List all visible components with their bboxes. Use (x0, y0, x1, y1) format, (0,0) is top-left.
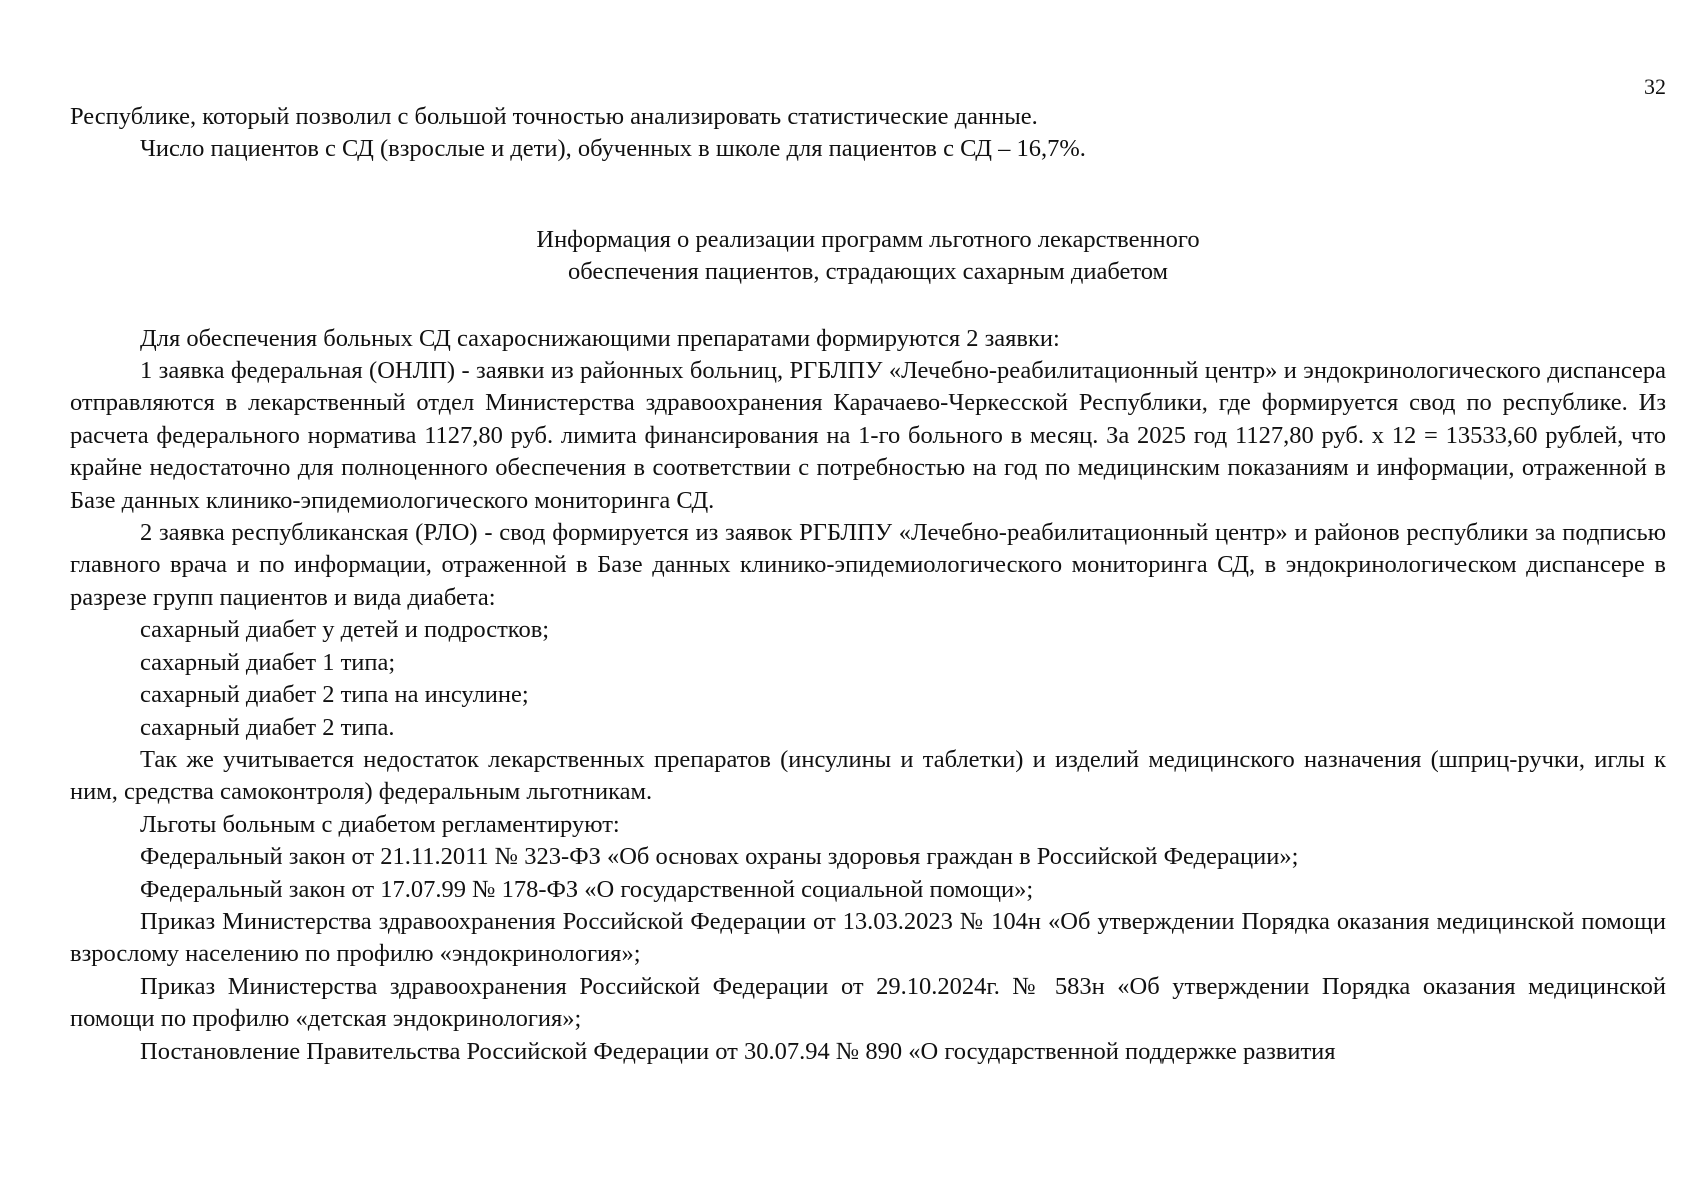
intro-line-1: Республике, который позволил с большой точностью анализировать статистические данные. (70, 103, 1038, 130)
paragraph-benefits-regulated: Льготы больным с диабетом регламентируют: (140, 810, 620, 838)
paragraph-republican-request: 2 заявка республиканская (РЛО) - свод формируется из заявок РГБЛПУ «Лечебно-реабилитационный центр» и районов республики за подписью главного врача и по информации, отраженной в Базе данных клинико-эпидемиологического мониторинга СД, в эндокринологическом диспансере в разрезе групп пациентов и вида диабета: (70, 519, 1666, 611)
page-number: 32 (1644, 74, 1666, 99)
law-323-fz: Федеральный закон от 21.11.2011 № 323-ФЗ «Об основах охраны здоровья граждан в Российской Федерации»; (140, 843, 1299, 871)
section-heading-line-1: Информация о реализации программ льготного лекарственного (536, 225, 1200, 253)
list-item: сахарный диабет 2 типа на инсулине; (140, 681, 529, 709)
paragraph-requests: Для обеспечения больных СД сахароснижающими препаратами формируются 2 заявки: (140, 324, 1060, 352)
law-178-fz: Федеральный закон от 17.07.99 № 178-ФЗ «О государственной социальной помощи»; (140, 875, 1034, 903)
document-body (70, 101, 1666, 1068)
order-583n: Приказ Министерства здравоохранения Российской Федерации от 29.10.2024г. № 583н «Об утверждении Порядка оказания медицинской помощи по профилю «детская эндокринология»; (70, 972, 1666, 1033)
resolution-890: Постановление Правительства Российской Федерации от 30.07.94 № 890 «О государственной поддержке развития (140, 1037, 1336, 1065)
paragraph-federal-request: 1 заявка федеральная (ОНЛП) - заявки из районных больниц, РГБЛПУ «Лечебно-реабилитационный центр» и эндокринологического диспансера отправляются в лекарственный отдел Министерства здравоохранения Карачаево-Черкесской Республики, где формируется свод по республике. Из расчета федерального норматива 1127,80 руб. лимита финансирования на 1-го больного в месяц. За 2025 год 1127,80 руб. х 12 = 13533,60 рублей, что крайне недостаточно для полноценного обеспечения в соответствии с потребностью на год по медицинским показаниям и информации, отраженной в Базе данных клинико-эпидемиологического мониторинга СД. (70, 357, 1666, 514)
list-item: сахарный диабет у детей и подростков; (140, 616, 550, 644)
order-104n: Приказ Министерства здравоохранения Российской Федерации от 13.03.2023 № 104н «Об утверждении Порядка оказания медицинской помощи взрослому населению по профилю «эндокринология»; (70, 907, 1666, 968)
section-heading (70, 224, 1666, 289)
list-item: сахарный диабет 1 типа; (140, 648, 396, 676)
intro-line-2: Число пациентов с СД (взрослые и дети), обученных в школе для пациентов с СД – 16,7%. (140, 135, 1086, 163)
list-item: сахарный диабет 2 типа. (140, 713, 395, 741)
paragraph-shortage: Так же учитывается недостаток лекарственных препаратов (инсулины и таблетки) и изделий медицинского назначения (шприц-ручки, иглы к ним, средства самоконтроля) федеральным льготникам. (70, 745, 1666, 806)
section-heading-line-2: обеспечения пациентов, страдающих сахарным диабетом (567, 258, 1169, 286)
